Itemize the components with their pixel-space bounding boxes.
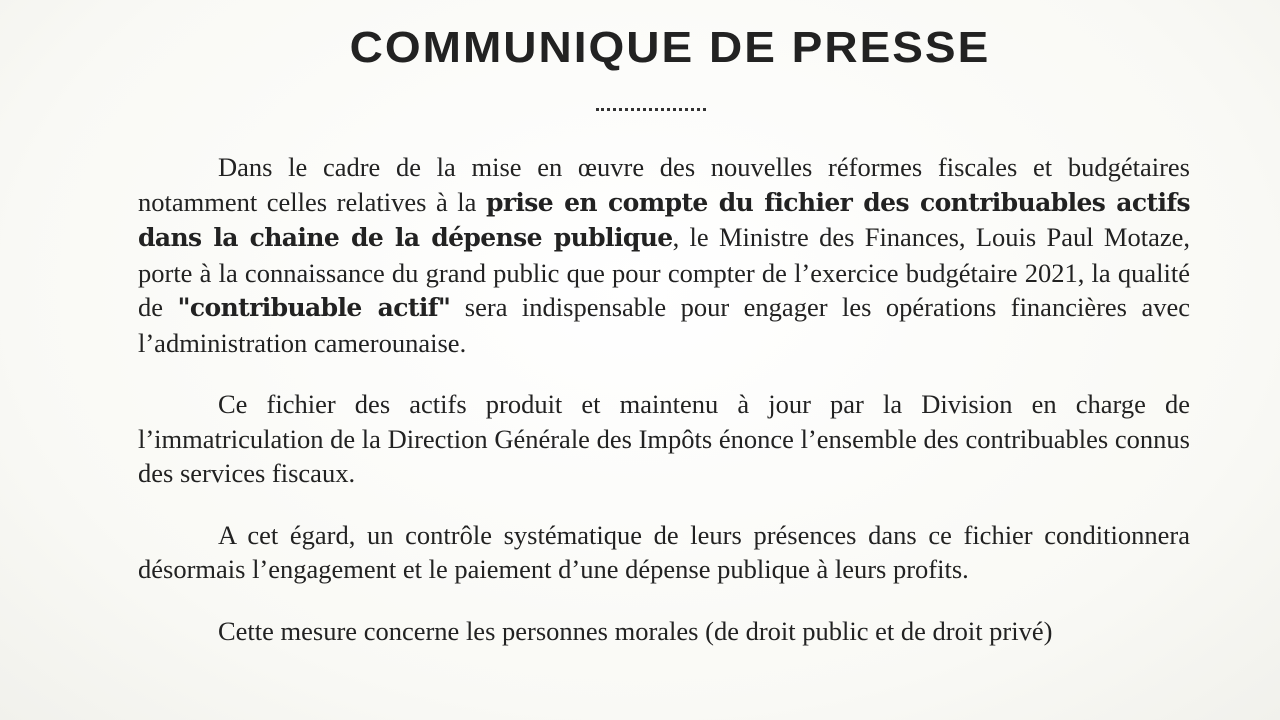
paragraph-1-bold-a: prise en compte du fichier des contribuables actifs dans la chaine de la dépense publique xyxy=(138,187,1190,252)
document-body xyxy=(138,150,1190,648)
paragraph-1-bold-b: "contribuable actif" xyxy=(177,293,451,322)
paragraph-1 xyxy=(138,150,1190,360)
paragraph-1-text-c: sera indispensable pour engager les opérations financières avec l’administration camerounaise. xyxy=(138,292,1190,358)
paragraph-1-text-b: , le Ministre des Finances, Louis Paul Motaze, porte à la connaissance du grand public que pour compter de l’exercice budgétaire 2021, la qualité de xyxy=(138,222,1190,322)
title-underline xyxy=(596,108,706,111)
paragraph-1-text-a: Dans le cadre de la mise en œuvre des nouvelles réformes fiscales et budgétaires notamment celles relatives à la xyxy=(138,152,1190,217)
paragraph-2: Ce fichier des actifs produit et maintenu à jour par la Division en charge de l’immatriculation de la Direction Générale des Impôts énonce l’ensemble des contribuables connus des services fiscaux. xyxy=(138,389,1190,488)
paragraph-4: Cette mesure concerne les personnes morales (de droit public et de droit privé) xyxy=(218,615,1053,646)
document-title: COMMUNIQUE DE PRESSE xyxy=(349,22,991,72)
paragraph-3: A cet égard, un contrôle systématique de leurs présences dans ce fichier conditionnera désormais l’engagement et le paiement d’une dépense publique à leurs profits. xyxy=(138,519,1190,584)
